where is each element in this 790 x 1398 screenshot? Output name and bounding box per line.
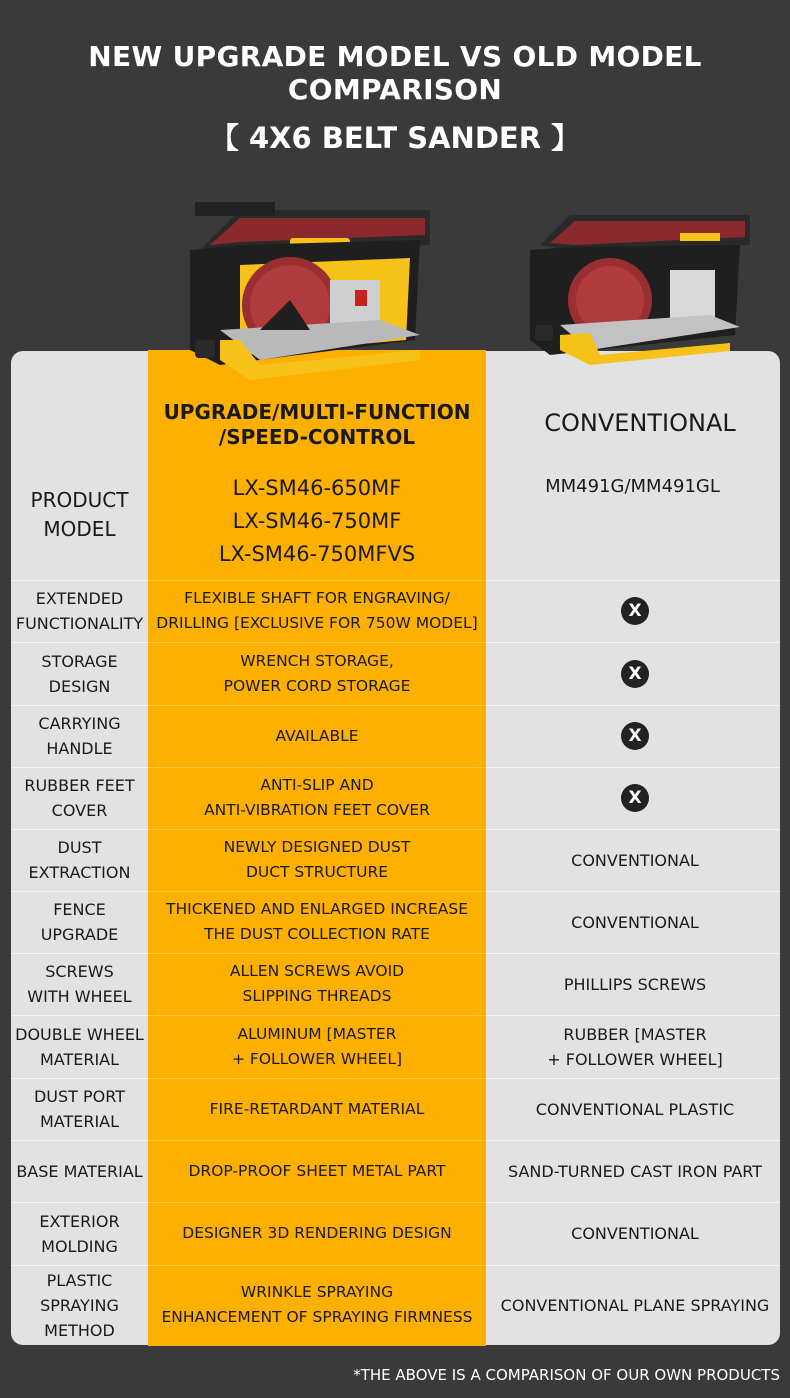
table-row <box>11 767 780 829</box>
row-upgrade-value: WRINKLE SPRAYING ENHANCEMENT OF SPRAYING FIRMNESS <box>161 1283 473 1326</box>
row-conventional-value: CONVENTIONAL PLANE SPRAYING <box>500 1295 770 1315</box>
row-label: PLASTIC SPRAYING METHOD <box>40 1270 119 1340</box>
page-title: NEW UPGRADE MODEL VS OLD MODEL COMPARISON <box>88 40 702 106</box>
conventional-sander-image <box>530 205 760 380</box>
row-conventional-value: CONVENTIONAL PLASTIC <box>535 1099 735 1119</box>
product-model-label: PRODUCT MODEL <box>30 488 129 541</box>
row-upgrade-value: DESIGNER 3D RENDERING DESIGN <box>182 1224 452 1242</box>
row-conventional-value <box>490 705 790 767</box>
row-conventional-value <box>490 767 790 829</box>
row-label: EXTENDED FUNCTIONALITY <box>15 589 144 633</box>
table-row <box>11 1202 780 1265</box>
row-upgrade-value: ALLEN SCREWS AVOID SLIPPING THREADS <box>229 962 405 1005</box>
row-label: DOUBLE WHEEL MATERIAL <box>15 1024 144 1069</box>
row-upgrade-value: DROP-PROOF SHEET METAL PART <box>188 1161 446 1180</box>
row-upgrade-value: THICKENED AND ENLARGED INCREASE THE DUST COLLECTION RATE <box>166 900 468 943</box>
row-label: FENCE UPGRADE <box>40 900 119 944</box>
row-upgrade-value: WRENCH STORAGE, POWER CORD STORAGE <box>223 651 411 695</box>
page-subtitle: 【 4X6 BELT SANDER 】 <box>209 121 581 155</box>
table-row <box>11 1265 780 1345</box>
row-conventional-value <box>490 642 790 705</box>
row-conventional-value: RUBBER [MASTER + FOLLOWER WHEEL] <box>547 1024 723 1069</box>
table-row <box>11 642 780 705</box>
table-row <box>11 953 780 1015</box>
conventional-column-header: CONVENTIONAL <box>544 409 736 437</box>
upgrade-sander-image <box>180 190 440 390</box>
row-upgrade-value: AVAILABLE <box>275 726 359 745</box>
table-row <box>11 1140 780 1202</box>
row-upgrade-value: ANTI-SLIP AND ANTI-VIBRATION FEET COVER <box>204 776 430 819</box>
x-circle-icon: X <box>621 597 649 625</box>
x-circle-icon: X <box>621 722 649 750</box>
footnote: *THE ABOVE IS A COMPARISON OF OUR OWN PRODUCTS <box>353 1366 780 1384</box>
row-conventional-value <box>490 580 790 642</box>
row-label: DUST PORT MATERIAL <box>33 1087 125 1131</box>
row-label: RUBBER FEET COVER <box>24 776 135 820</box>
table-row <box>11 705 780 767</box>
table-row <box>11 580 780 642</box>
row-upgrade-value: FLEXIBLE SHAFT FOR ENGRAVING/ DRILLING [EXCLUSIVE FOR 750W MODEL] <box>156 589 478 632</box>
row-conventional-value: PHILLIPS SCREWS <box>563 974 707 994</box>
row-label: EXTERIOR MOLDING <box>39 1211 120 1256</box>
row-conventional-value: CONVENTIONAL <box>571 1224 699 1243</box>
row-conventional-value: CONVENTIONAL <box>571 912 699 932</box>
product-model-upgrade: LX-SM46-650MF LX-SM46-750MF LX-SM46-750MFVS <box>218 476 416 566</box>
upgrade-column-header: UPGRADE/MULTI-FUNCTION /SPEED-CONTROL <box>163 400 471 449</box>
product-model-conventional: MM491G/MM491GL <box>545 476 720 497</box>
row-label: SCREWS WITH WHEEL <box>27 962 132 1006</box>
row-label: STORAGE DESIGN <box>41 651 118 696</box>
row-label: CARRYING HANDLE <box>38 714 121 758</box>
row-label: BASE MATERIAL <box>16 1161 143 1181</box>
row-conventional-value: CONVENTIONAL <box>571 850 699 870</box>
table-row <box>11 829 780 891</box>
table-row <box>11 1078 780 1140</box>
x-circle-icon: X <box>621 660 649 688</box>
table-row <box>11 1015 780 1078</box>
x-circle-icon: X <box>621 784 649 812</box>
table-row <box>11 891 780 953</box>
row-label: DUST EXTRACTION <box>28 838 131 882</box>
row-conventional-value: SAND-TURNED CAST IRON PART <box>508 1161 762 1181</box>
row-upgrade-value: FIRE-RETARDANT MATERIAL <box>209 1099 425 1118</box>
row-upgrade-value: ALUMINUM [MASTER + FOLLOWER WHEEL] <box>231 1024 402 1068</box>
row-upgrade-value: NEWLY DESIGNED DUST DUCT STRUCTURE <box>223 838 411 881</box>
